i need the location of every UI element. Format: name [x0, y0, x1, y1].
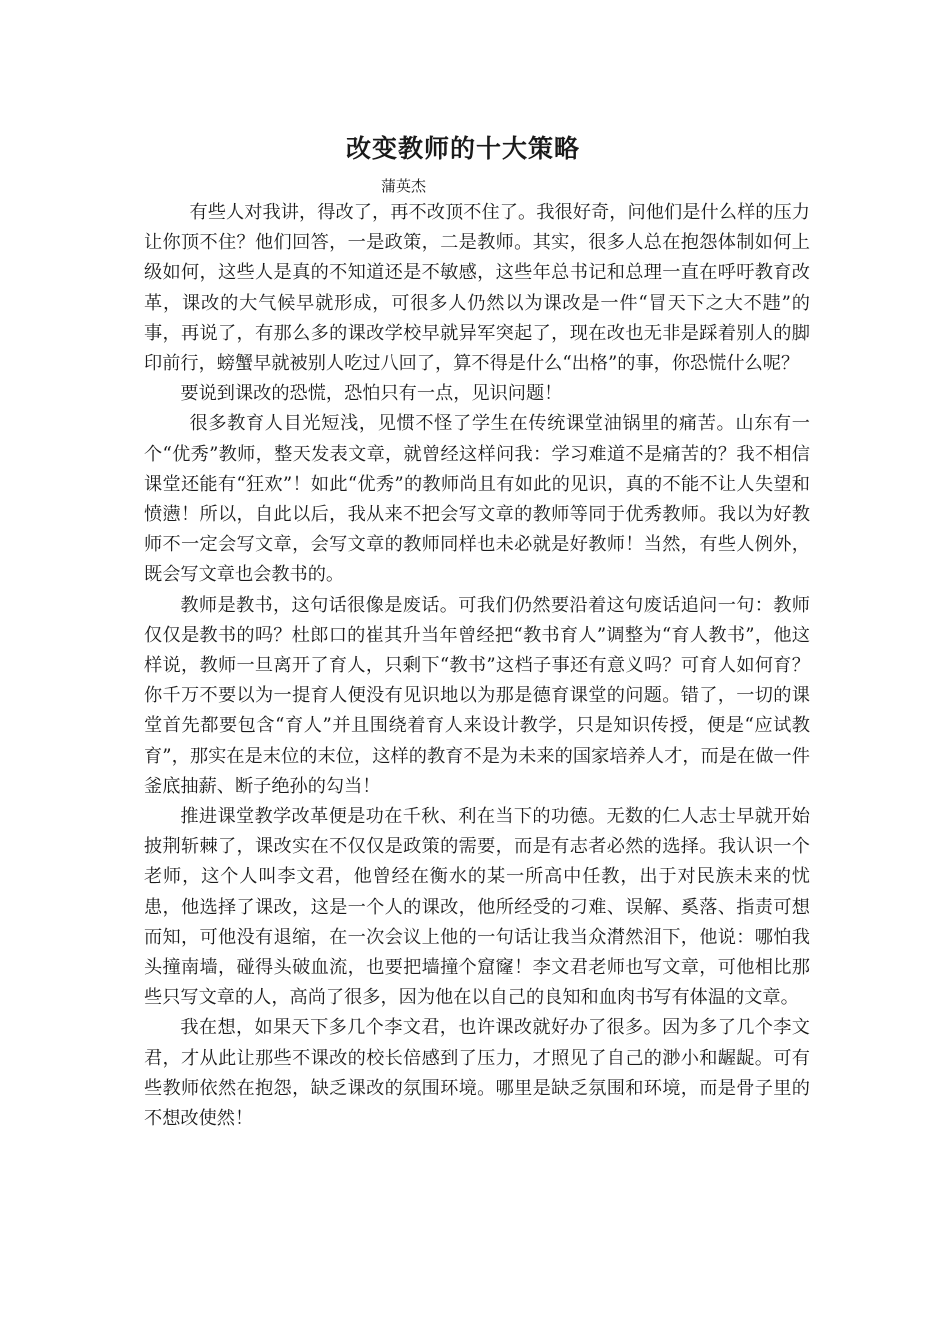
paragraph-2: 要说到课改的恐慌，恐怕只有一点，见识问题！	[180, 383, 563, 405]
paragraph-4: 教师是教书，这句话很像是废话。可我们仍然要沿着这句废话追问一句：教师仅仅是教书的吗？杜郎口的崔其升当年曾经把“教书育人”调整为“育人教书”，他这样说，教师一旦离开了育人，只剩下“教书”这档子事还有意义吗？可育人如何育？你千万不要以为一提育人便没有见识地以为那是德育课堂的问题。错了，一切的课堂首先都要包含“育人”并且围绕着育人来设计教学，只是知识传授，便是“应试教育”，那实在是末位的末位，这样的教育不是为未来的国家培养人才，而是在做一件釜底抽薪、断子绝孙的勾当！	[144, 594, 810, 797]
paragraph-3: 很多教育人目光短浅，见惯不怪了学生在传统课堂油锅里的痛苦。山东有一个“优秀”教师，整天发表文章，就曾经这样问我：学习难道不是痛苦的？我不相信课堂还能有“狂欢”！如此“优秀”的教师尚且有如此的见识，真的不能不让人失望和愤懑！所以，自此以后，我从来不把会写文章的教师等同于优秀教师。我以为好教师不一定会写文章，会写文章的教师同样也未必就是好教师！当然，有些人例外，既会写文章也会教书的。	[144, 413, 810, 586]
paragraph-6: 我在想，如果天下多几个李文君，也许课改就好办了很多。因为多了几个李文君，才从此让那些不课改的校长倍感到了压力，才照见了自己的渺小和龌龊。可有些教师依然在抱怨，缺乏课改的氛围环境。哪里是缺乏氛围和环境，而是骨子里的不想改使然！	[144, 1017, 810, 1130]
document-title: 改变教师的十大策略	[345, 134, 580, 163]
paragraph-5: 推进课堂教学改革便是功在千秋、利在当下的功德。无数的仁人志士早就开始披荆斩棘了，课改实在不仅仅是政策的需要，而是有志者必然的选择。我认识一个老师，这个人叫李文君，他曾经在衡水的某一所高中任教，出于对民族未来的忧患，他选择了课改，这是一个人的课改，他所经受的刁难、误解、奚落、指责可想而知，可他没有退缩，在一次会议上他的一句话让我当众潸然泪下，他说：哪怕我头撞南墙，碰得头破血流，也要把墙撞个窟窿！李文君老师也写文章，可他相比那些只写文章的人，高尚了很多，因为他在以自己的良知和血肉书写有体温的文章。	[144, 806, 810, 1009]
author-name: 蒲英杰	[381, 177, 427, 195]
paragraph-1: 有些人对我讲，得改了，再不改顶不住了。我很好奇，问他们是什么样的压力让你顶不住？他们回答，一是政策，二是教师。其实，很多人总在抱怨体制如何上级如何，这些人是真的不知道还是不敏感，这些年总书记和总理一直在呼吁教育改革，课改的大气候早就形成，可很多人仍然以为课改是一件“冒天下之大不韪”的事，再说了，有那么多的课改学校早就异军突起了，现在改也无非是踩着别人的脚印前行，螃蟹早就被别人吃过八回了，算不得是什么“出格”的事，你恐慌什么呢？	[144, 202, 810, 375]
article-body	[144, 198, 810, 1134]
